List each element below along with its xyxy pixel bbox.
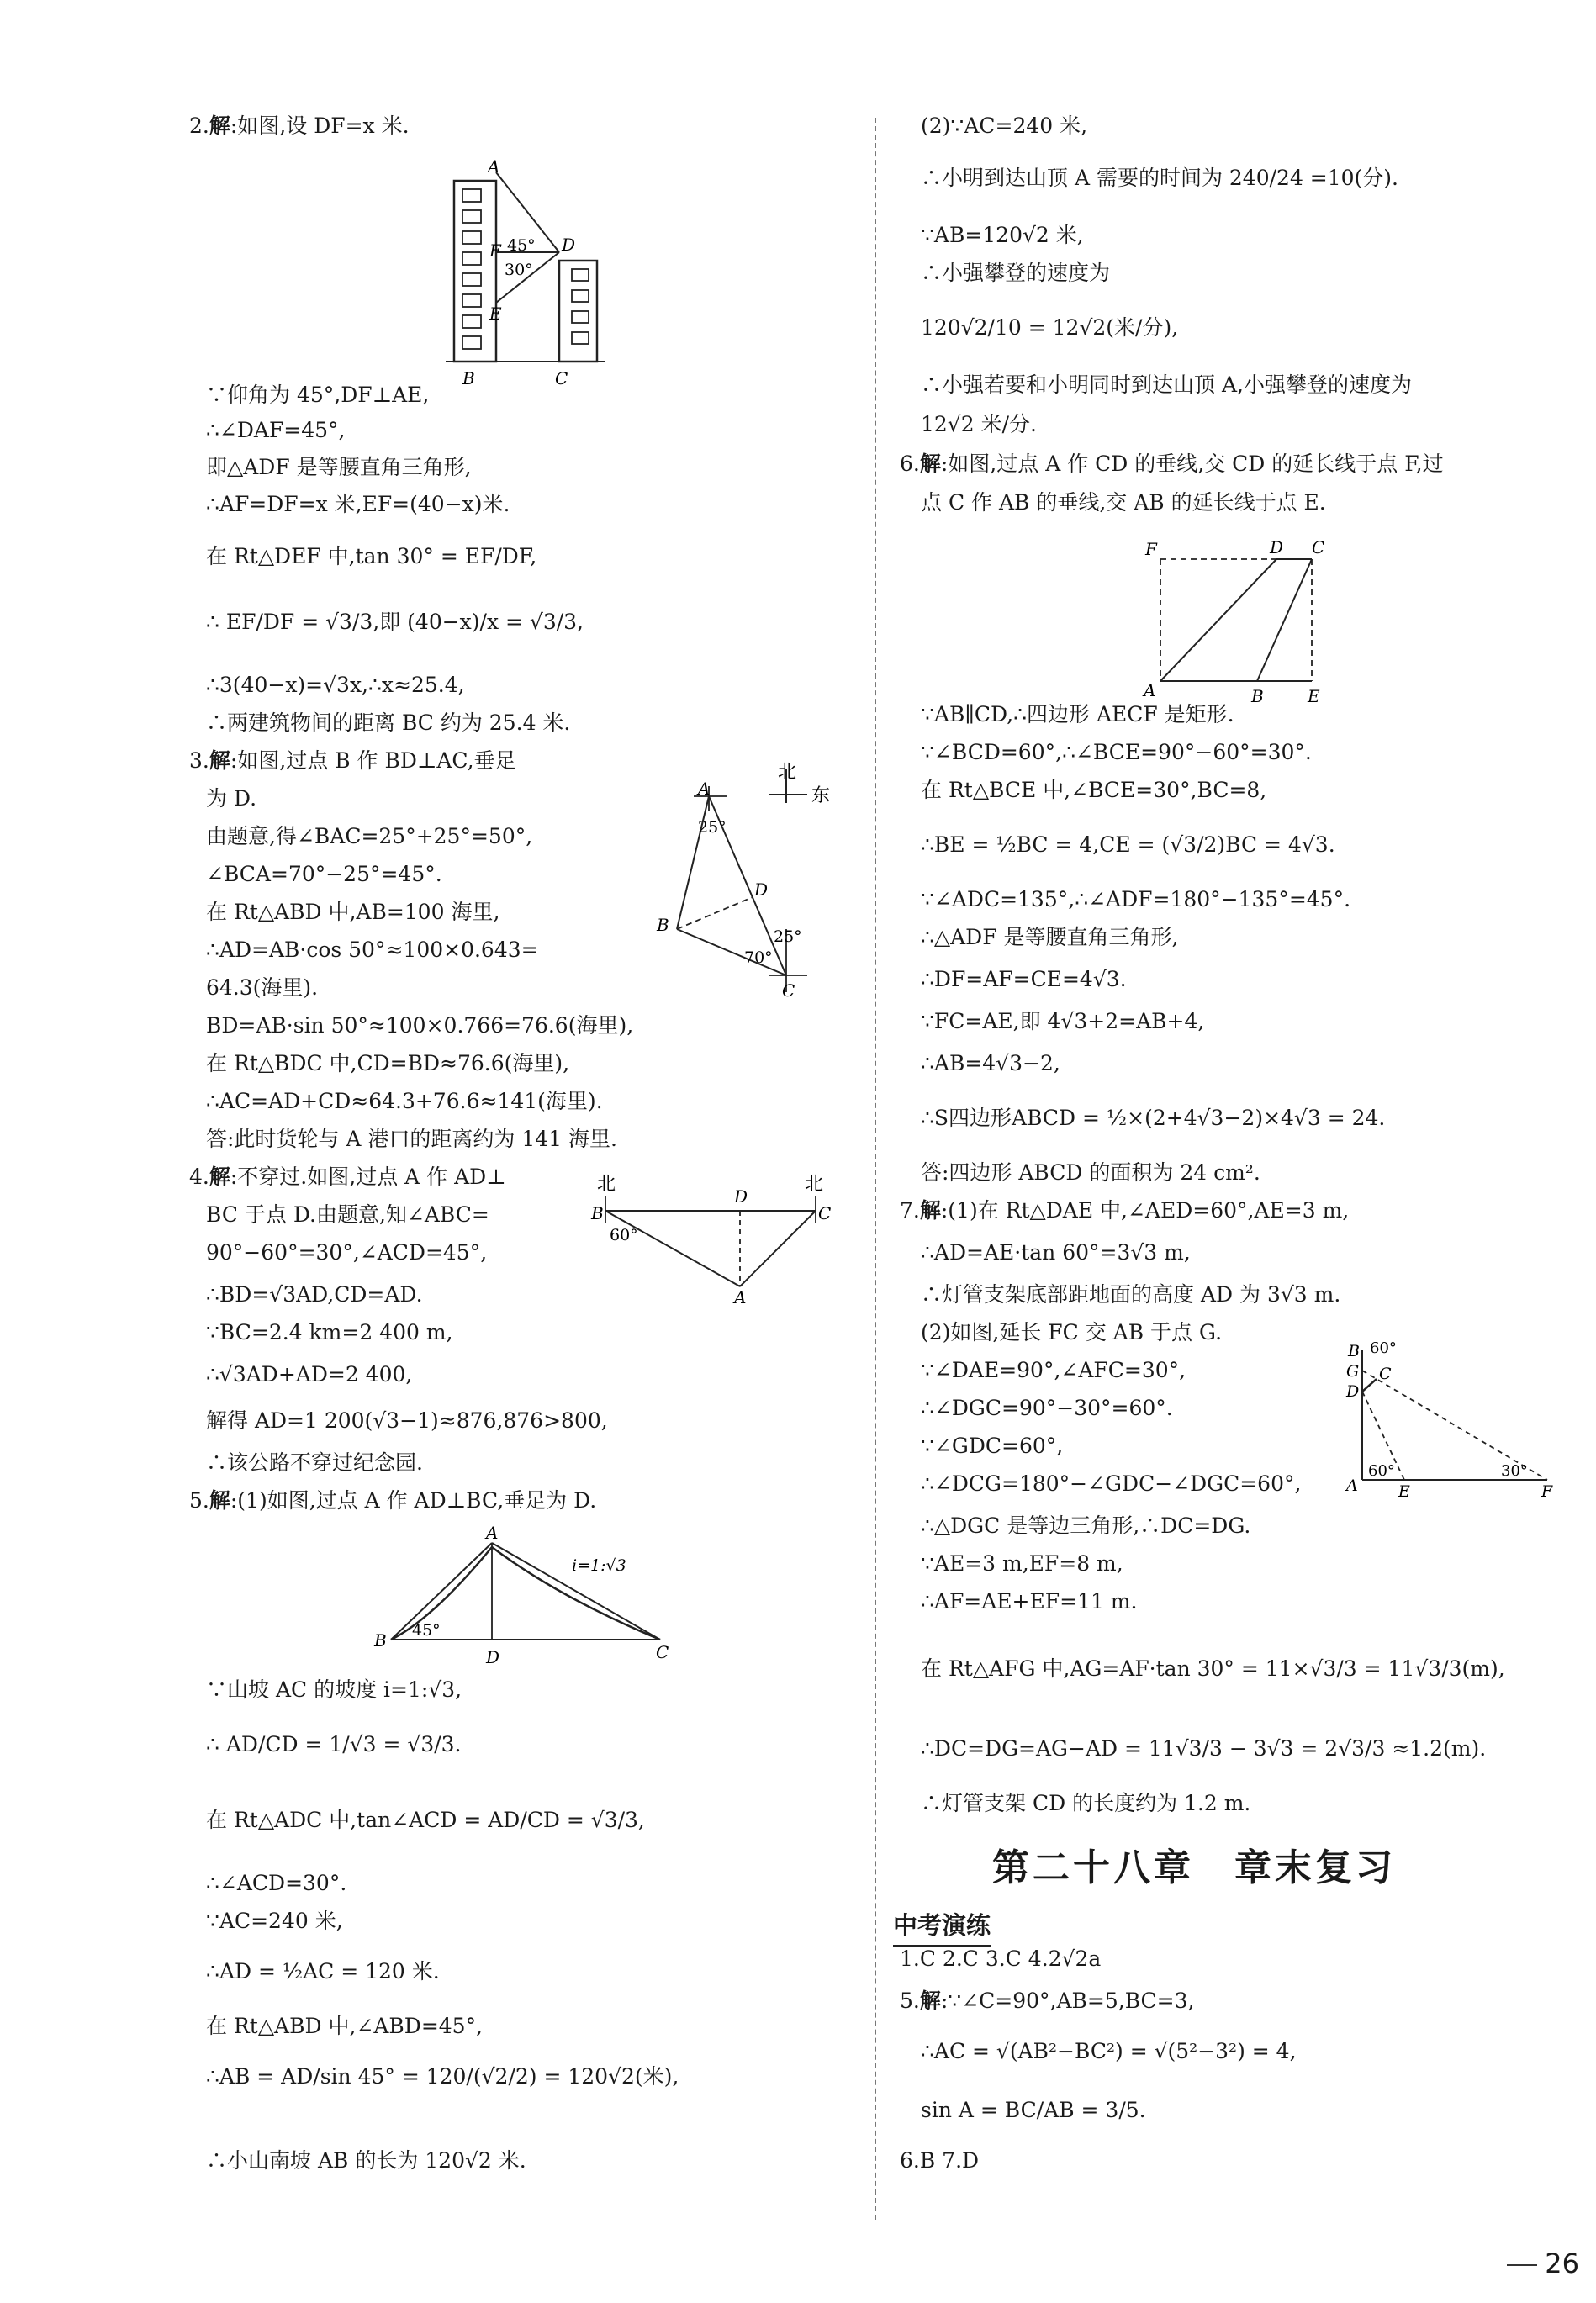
fig2-label: 45° — [507, 236, 536, 255]
line-text: 点 C 作 AB 的垂线,交 AB 的延长线于点 E. — [921, 490, 1326, 515]
fig2-label: F — [489, 240, 501, 261]
chapter-title: 第二十八章 章末复习 — [992, 1846, 1396, 1889]
fig6-label: C — [1312, 538, 1325, 557]
line-text: ∴△DGC 是等边三角形,∴DC=DG. — [921, 1513, 1251, 1538]
problem-number: 7. — [900, 1198, 920, 1223]
text-line — [206, 416, 346, 445]
solution-marker: 解 — [209, 114, 230, 138]
text-line — [206, 1360, 412, 1389]
text-line — [206, 974, 318, 1002]
text-line — [206, 1281, 423, 1309]
text-line — [206, 2012, 483, 2041]
line-text: :如图,设 DF=x 米. — [230, 114, 410, 138]
line-text: 即△ADF 是等腰直角三角形, — [206, 455, 472, 479]
line-text: ∴BE = ½BC = 4,CE = (√3/2)BC = 4√3. — [921, 832, 1335, 857]
line-text: sin A = BC/AB = 3/5. — [921, 2098, 1146, 2122]
text-line — [189, 747, 516, 775]
line-text: 为 D. — [206, 786, 257, 811]
line-text: 64.3(海里). — [206, 975, 319, 1000]
text-line — [921, 1159, 1260, 1187]
fig4-label: 北 — [805, 1174, 824, 1195]
line-text: ∵AB∥CD,∴四边形 AECF 是矩形. — [921, 702, 1234, 726]
text-line — [921, 1512, 1250, 1540]
line-text: ∴S四边形ABCD = ½×(2+4√3−2)×4√3 = 24. — [921, 1106, 1386, 1130]
fig4-label: A — [734, 1287, 747, 1307]
line-text: BD=AB·sin 50°≈100×0.766=76.6(海里), — [206, 1013, 634, 1038]
line-text: (2)∵AC=240 米, — [921, 114, 1088, 138]
text-line — [921, 1239, 1191, 1267]
fig2-label: D — [562, 235, 576, 255]
text-line — [921, 1470, 1301, 1498]
line-text: 答:此时货轮与 A 港口的距离约为 141 海里. — [206, 1127, 617, 1151]
figure-5-hill — [366, 1522, 694, 1669]
line-text: ∴AF=AE+EF=11 m. — [921, 1589, 1138, 1614]
line-text: ∴AB=4√3−2, — [921, 1051, 1060, 1075]
line-text: 在 Rt△DEF 中,tan 30° = EF/DF, — [206, 544, 537, 568]
text-line — [189, 112, 410, 140]
text-line — [206, 2147, 526, 2175]
line-text: 12√2 米/分. — [921, 412, 1037, 436]
text-line — [921, 1049, 1060, 1078]
fig3-label: A — [698, 779, 711, 799]
fig3-label: 25° — [774, 927, 802, 946]
text-line — [189, 1487, 596, 1515]
fig4-label: B — [591, 1203, 604, 1223]
text-line — [921, 885, 1350, 914]
text-line — [206, 1407, 608, 1435]
problem-number: 4. — [189, 1165, 209, 1189]
line-text: :如图,过点 A 作 CD 的垂线,交 CD 的延长线于点 F,过 — [940, 452, 1444, 476]
line-text: 90°−60°=30°,∠ACD=45°, — [206, 1240, 488, 1265]
line-text: 在 Rt△ADC 中,tan∠ACD = AD/CD = √3/3, — [206, 1808, 645, 1832]
problem-number: 2. — [189, 114, 209, 138]
fig6-label: F — [1145, 539, 1157, 559]
line-text: ∴AD = ½AC = 120 米. — [206, 1959, 440, 1983]
text-line — [921, 164, 1398, 193]
line-text: 在 Rt△BDC 中,CD=BD≈76.6(海里), — [206, 1051, 570, 1075]
text-line — [921, 1281, 1340, 1309]
text-line — [206, 709, 570, 737]
line-text: BC 于点 D.由题意,知∠ABC= — [206, 1202, 489, 1227]
fig5-label: D — [486, 1647, 500, 1667]
line-text: ∴ AD/CD = 1/√3 = √3/3. — [206, 1732, 462, 1756]
solution-marker: 解 — [209, 748, 230, 773]
text-line — [921, 1587, 1137, 1616]
fig4-label: C — [818, 1203, 832, 1223]
text-line — [921, 831, 1335, 859]
line-text: ∴△ADF 是等腰直角三角形, — [921, 925, 1179, 949]
section-heading: 中考演练 — [893, 1907, 991, 1947]
line-text: ∴∠DCG=180°−∠GDC−∠DGC=60°, — [921, 1471, 1302, 1496]
fig7-label: G — [1346, 1362, 1360, 1381]
text-line — [921, 221, 1084, 250]
line-text: ∵AC=240 米, — [206, 1909, 343, 1933]
problem-number: 3. — [189, 748, 209, 773]
line-text: ∴该公路不穿过纪念园. — [206, 1450, 423, 1475]
text-line — [206, 822, 532, 851]
line-text: ∵山坡 AC 的坡度 i=1:√3, — [206, 1677, 462, 1702]
text-line — [206, 1239, 487, 1267]
line-text: ∴AD=AE·tan 60°=3√3 m, — [921, 1240, 1191, 1265]
text-line — [921, 314, 1178, 342]
line-text: ∴DC=DG=AG−AD = 11√3/3 − 3√3 = 2√3/3 ≈1.2(m). — [921, 1736, 1487, 1761]
line-text: ∴小明到达山顶 A 需要的时间为 240/24 =10(分). — [921, 166, 1399, 190]
text-line — [206, 2063, 679, 2091]
text-line — [189, 1163, 506, 1191]
figure-4-road — [584, 1165, 845, 1307]
fig7-label: A — [1346, 1476, 1358, 1495]
line-text: ∵BC=2.4 km=2 400 m, — [206, 1320, 453, 1344]
fig6-label: A — [1144, 680, 1156, 700]
line-text: 120√2/10 = 12√2(米/分), — [921, 315, 1179, 340]
solution-marker: 解 — [919, 1989, 941, 2013]
fig5-label: i=1:√3 — [572, 1556, 626, 1575]
line-text: ∴AC=AD+CD≈64.3+76.6≈141(海里). — [206, 1089, 603, 1113]
line-text: 1.C 2.C 3.C 4.2√2a — [900, 1946, 1102, 1971]
text-line — [921, 1550, 1123, 1578]
fig3-label: 东 — [811, 785, 831, 806]
text-line — [900, 1987, 1194, 2015]
line-text: 答:四边形 ABCD 的面积为 24 cm². — [921, 1160, 1260, 1185]
fig7-label: 60° — [1370, 1339, 1397, 1357]
problem-number: 6. — [900, 452, 920, 476]
fig2-label: A — [488, 156, 500, 177]
text-line — [206, 1449, 423, 1477]
text-line — [206, 1201, 489, 1229]
line-text: :(1)在 Rt△DAE 中,∠AED=60°,AE=3 m, — [940, 1198, 1350, 1223]
fig5-label: B — [374, 1630, 387, 1651]
line-text: ∵∠DAE=90°,∠AFC=30°, — [921, 1358, 1186, 1382]
fig7-label: 30° — [1501, 1462, 1528, 1480]
text-line — [206, 1318, 453, 1347]
text-line — [921, 259, 1110, 288]
line-text: ∴小强攀登的速度为 — [921, 261, 1111, 285]
line-text: ∴BD=√3AD,CD=AD. — [206, 1282, 423, 1307]
fig4-label: 北 — [597, 1174, 616, 1195]
text-line — [921, 410, 1037, 439]
line-text: ∵AB=120√2 米, — [921, 223, 1084, 247]
fig7-label: B — [1348, 1342, 1360, 1360]
figure-7-lamp-bracket — [1341, 1333, 1560, 1501]
line-text: 解得 AD=1 200(√3−1)≈876,876>800, — [206, 1408, 608, 1433]
text-line — [921, 1007, 1204, 1036]
fig3-label: C — [782, 980, 795, 1001]
line-text: ∴∠DAF=45°, — [206, 418, 346, 442]
line-text: ∴灯管支架 CD 的长度约为 1.2 m. — [921, 1791, 1251, 1815]
text-line — [206, 936, 539, 964]
problem-number: 5. — [900, 1989, 920, 2013]
text-line — [921, 1655, 1505, 1683]
line-text: 在 Rt△ABD 中,∠ABD=45°, — [206, 2014, 484, 2038]
solution-marker: 解 — [209, 1488, 230, 1513]
fig7-label: D — [1346, 1382, 1360, 1401]
line-text: 6.B 7.D — [900, 2148, 980, 2173]
text-line — [206, 608, 584, 636]
line-text: :(1)如图,过点 A 作 AD⊥BC,垂足为 D. — [230, 1488, 597, 1513]
solution-marker: 解 — [209, 1165, 230, 1189]
line-text: 在 Rt△AFG 中,AG=AF·tan 30° = 11×√3/3 = 11√3/3(m), — [921, 1656, 1505, 1681]
page-number: 26 — [1545, 2248, 1579, 2279]
line-text: ∴3(40−x)=√3x,∴x≈25.4, — [206, 673, 465, 697]
text-line — [206, 671, 465, 700]
text-line — [921, 1104, 1385, 1133]
line-text: ∴√3AD+AD=2 400, — [206, 1362, 413, 1387]
fig2-label: 30° — [505, 261, 533, 279]
fig6-label: E — [1308, 686, 1320, 706]
line-text: ∴两建筑物间的距离 BC 约为 25.4 米. — [206, 710, 571, 735]
line-text: ∵∠BCD=60°,∴∠BCE=90°−60°=30°. — [921, 740, 1312, 764]
text-line — [206, 784, 256, 813]
line-text: ∵∠ADC=135°,∴∠ADF=180°−135°=45°. — [921, 887, 1351, 911]
text-line — [206, 490, 510, 519]
solution-marker: 解 — [919, 1198, 941, 1223]
text-line — [206, 1125, 617, 1154]
text-line — [206, 1676, 462, 1704]
fig7-label: F — [1541, 1482, 1553, 1501]
line-text: 在 Rt△BCE 中,∠BCE=30°,BC=8, — [921, 778, 1267, 802]
text-line — [921, 1394, 1173, 1423]
text-line — [921, 1789, 1250, 1818]
line-text: ∴AF=DF=x 米,EF=(40−x)米. — [206, 492, 510, 516]
fig3-label: 70° — [744, 948, 773, 967]
fig6-label: B — [1251, 686, 1264, 706]
text-line — [206, 1957, 440, 1986]
fig3-label: D — [754, 879, 769, 900]
text-line — [921, 776, 1266, 805]
text-line — [900, 450, 1444, 478]
text-line — [206, 542, 536, 571]
figure-6-quadrilateral — [1135, 538, 1337, 706]
figure-3-navigation — [643, 761, 853, 1005]
text-line — [921, 965, 1127, 994]
fig3-label: 北 — [778, 762, 797, 783]
figure-2-buildings — [437, 156, 631, 391]
text-line — [900, 1196, 1349, 1225]
line-text: ∵FC=AE,即 4√3+2=AB+4, — [921, 1009, 1205, 1033]
line-text: ∵∠GDC=60°, — [921, 1434, 1064, 1458]
fig6-label: D — [1270, 538, 1284, 557]
text-line — [206, 1049, 569, 1078]
line-text: ∴灯管支架底部距地面的高度 AD 为 3√3 m. — [921, 1282, 1341, 1307]
line-text: ∴∠ACD=30°. — [206, 1871, 347, 1895]
fig7-label: C — [1379, 1365, 1392, 1383]
fig7-label: E — [1398, 1482, 1410, 1501]
line-text: (2)如图,延长 FC 交 AB 于点 G. — [921, 1320, 1223, 1344]
problem-number: 5. — [189, 1488, 209, 1513]
line-text: ∴∠DGC=90°−30°=60°. — [921, 1396, 1173, 1420]
fig5-label: C — [656, 1642, 669, 1662]
text-line — [206, 453, 472, 482]
line-text: ∴AC = √(AB²−BC²) = √(5²−3²) = 4, — [921, 2039, 1297, 2063]
text-line — [206, 898, 499, 927]
fig2-label: C — [555, 368, 568, 388]
text-line — [206, 860, 442, 889]
line-text: :如图,过点 B 作 BD⊥AC,垂足 — [230, 748, 516, 773]
fig4-label: 60° — [610, 1226, 638, 1244]
text-line — [921, 1318, 1222, 1347]
text-line — [921, 371, 1412, 399]
line-text: ∴AB = AD/sin 45° = 120/(√2/2) = 120√2(米), — [206, 2064, 679, 2089]
column-divider — [875, 118, 876, 2220]
text-line — [921, 1432, 1063, 1461]
line-text: 在 Rt△ABD 中,AB=100 海里, — [206, 900, 500, 924]
line-text: :不穿过.如图,过点 A 作 AD⊥ — [230, 1165, 506, 1189]
fig2-label: E — [489, 304, 502, 324]
text-line — [921, 1735, 1486, 1763]
line-text: ∠BCA=70°−25°=45°. — [206, 862, 442, 886]
text-line — [206, 1730, 462, 1759]
line-text: 由题意,得∠BAC=25°+25°=50°, — [206, 824, 533, 848]
text-line — [206, 1907, 343, 1936]
line-text: :∵∠C=90°,AB=5,BC=3, — [940, 1989, 1195, 2013]
line-text: ∴DF=AF=CE=4√3. — [921, 967, 1127, 991]
text-line — [206, 1806, 645, 1835]
text-line — [206, 1012, 633, 1040]
fig2-label: B — [462, 368, 475, 388]
text-line — [900, 1945, 1101, 1973]
fig5-label: 45° — [412, 1621, 441, 1640]
text-line — [921, 738, 1312, 767]
text-line — [921, 923, 1178, 952]
text-line — [900, 2147, 979, 2175]
text-line — [921, 1356, 1186, 1385]
text-line — [921, 2037, 1297, 2066]
fig3-label: 25° — [698, 818, 727, 837]
fig7-label: 60° — [1368, 1462, 1395, 1480]
fig4-label: D — [734, 1186, 748, 1207]
line-text: ∵AE=3 m,EF=8 m, — [921, 1551, 1123, 1576]
page-number-dash — [1507, 2264, 1537, 2266]
text-line — [921, 112, 1087, 140]
text-line — [206, 1087, 603, 1116]
solution-marker: 解 — [919, 452, 941, 476]
line-text: ∵仰角为 45°,DF⊥AE, — [206, 383, 430, 407]
line-text: ∴AD=AB·cos 50°≈100×0.643= — [206, 938, 539, 962]
fig3-label: B — [657, 915, 669, 935]
fig5-label: A — [486, 1523, 499, 1543]
line-text: ∴小山南坡 AB 的长为 120√2 米. — [206, 2148, 526, 2173]
text-line — [206, 1869, 346, 1898]
text-line — [921, 489, 1326, 517]
line-text: ∴小强若要和小明同时到达山顶 A,小强攀登的速度为 — [921, 372, 1412, 397]
line-text: ∴ EF/DF = √3/3,即 (40−x)/x = √3/3, — [206, 610, 584, 634]
text-line — [921, 2096, 1146, 2125]
text-line — [206, 381, 429, 409]
